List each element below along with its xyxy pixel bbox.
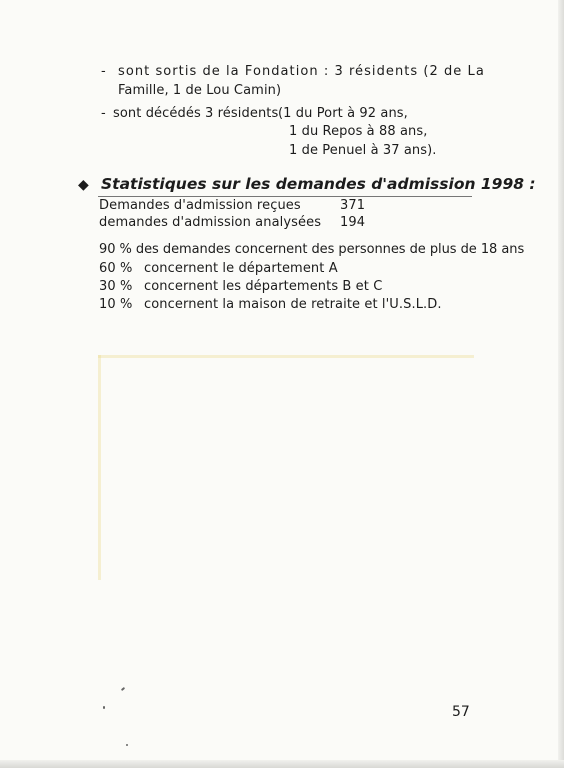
dept-bc-text: concernent les départements B et C: [144, 279, 383, 294]
deaths-detail-2: 1 du Repos à 88 ans,: [289, 124, 428, 139]
analysed-label: demandes d'admission analysées: [99, 215, 322, 230]
dept-a-pct: 60 %: [99, 261, 133, 276]
page-bottom-edge: [0, 760, 564, 768]
retirement-pct: 10 %: [99, 297, 133, 312]
diamond-bullet-icon: ◆: [78, 177, 89, 193]
scan-speck: [121, 687, 125, 691]
analysed-value: 194: [340, 215, 366, 230]
retirement-text: concernent la maison de retraite et l'U.S.L.D.: [144, 297, 442, 312]
deaths-bullet-dash: -: [101, 106, 106, 121]
exits-line-1: sont sortis de la Fondation : 3 résidents (2 de La: [118, 64, 485, 79]
deaths-label: sont décédés 3 résidents: [113, 106, 279, 121]
dept-bc-pct: 30 %: [99, 279, 133, 294]
page-number: 57: [452, 704, 470, 720]
exits-line-2: Famille, 1 de Lou Camin): [118, 83, 282, 98]
dept-a-text: concernent le département A: [144, 261, 338, 276]
scan-speck: [103, 706, 105, 709]
scan-speck: [126, 744, 128, 746]
received-label: Demandes d'admission reçues: [99, 198, 301, 213]
bleed-through-block: [98, 355, 101, 580]
bleed-through-block: [98, 355, 474, 358]
stats-heading: Statistiques sur les demandes d'admission 1998 :: [101, 175, 536, 193]
deaths-detail-3: 1 de Penuel à 37 ans).: [289, 143, 437, 158]
page-right-edge: [558, 0, 564, 768]
received-value: 371: [340, 198, 366, 213]
exits-bullet-dash: -: [101, 64, 106, 79]
heading-underline: [98, 196, 472, 197]
adults-line: 90 % des demandes concernent des personnes de plus de 18 ans: [99, 242, 525, 257]
deaths-detail-1: (1 du Port à 92 ans,: [278, 106, 408, 121]
